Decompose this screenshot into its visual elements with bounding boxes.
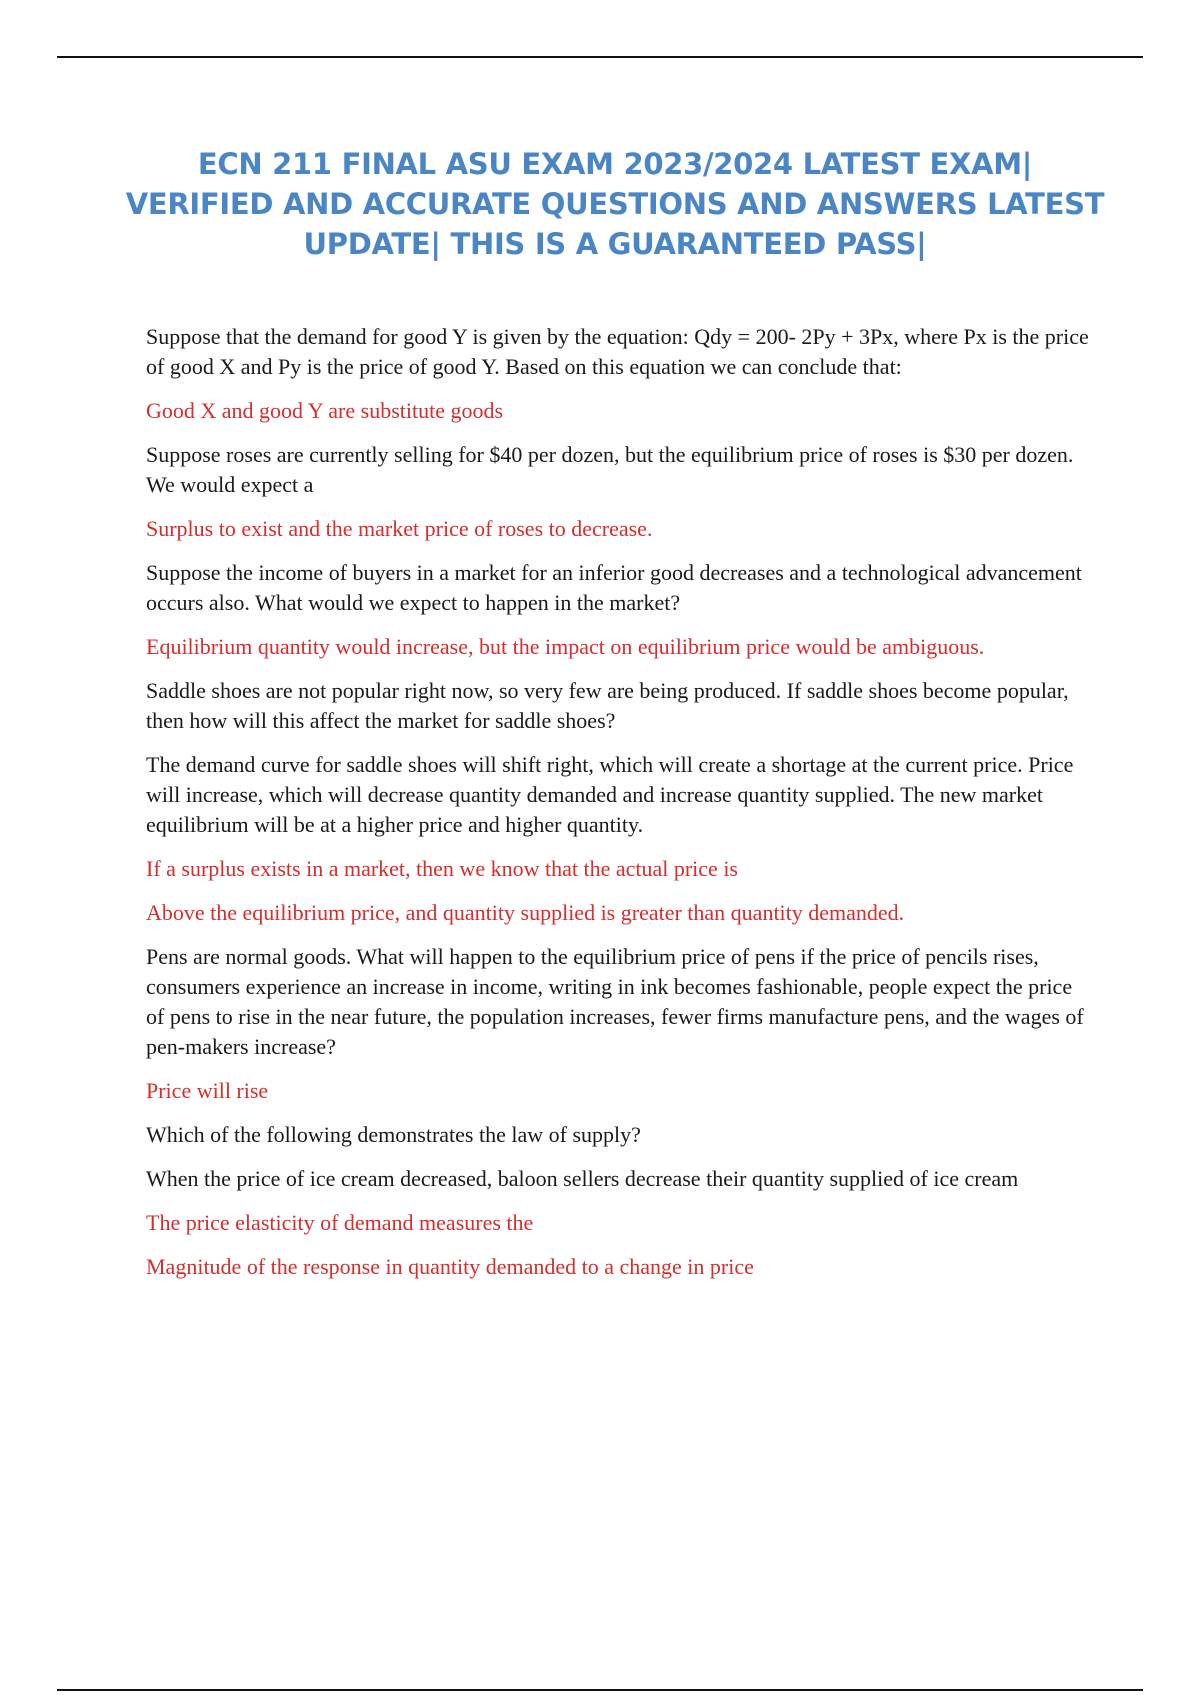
paragraph-3: Suppose roses are currently selling for $40 per dozen, but the equilibrium price of roses is $30 per dozen. We would expect a	[146, 442, 1074, 497]
paragraph-10: Above the equilibrium price, and quantity supplied is greater than quantity demanded.	[146, 900, 905, 925]
paragraph-4: Surplus to exist and the market price of roses to decrease.	[146, 516, 653, 541]
bottom-divider	[57, 1689, 1143, 1691]
qa-content	[146, 322, 1091, 1296]
top-divider	[57, 56, 1143, 58]
paragraph-14: When the price of ice cream decreased, baloon sellers decrease their quantity supplied of ice cream	[146, 1166, 1019, 1191]
paragraph-1: Suppose that the demand for good Y is given by the equation: Qdy = 200- 2Py + 3Px, where Px is the price of good X and Py is the price of good Y. Based on this equation we can conclude that:	[146, 324, 1089, 379]
paragraph-12: Price will rise	[146, 1078, 269, 1103]
document-title: ECN 211 FINAL ASU EXAM 2023/2024 LATEST EXAM| VERIFIED AND ACCURATE QUESTIONS AND ANSWERS LATEST UPDATE| THIS IS A GUARANTEED PASS|	[125, 147, 1105, 261]
paragraph-7: Saddle shoes are not popular right now, so very few are being produced. If saddle shoes become popular, then how will this affect the market for saddle shoes?	[146, 678, 1069, 733]
paragraph-8: The demand curve for saddle shoes will shift right, which will create a shortage at the current price. Price will increase, which will decrease quantity demanded and increase quantity supplied. The new market equilibrium will be at a higher price and higher quantity.	[146, 752, 1074, 837]
paragraph-15: The price elasticity of demand measures the	[146, 1210, 534, 1235]
paragraph-2: Good X and good Y are substitute goods	[146, 398, 504, 423]
paragraph-9: If a surplus exists in a market, then we know that the actual price is	[146, 856, 738, 881]
paragraph-6: Equilibrium quantity would increase, but the impact on equilibrium price would be ambiguous.	[146, 634, 985, 659]
paragraph-13: Which of the following demonstrates the law of supply?	[146, 1122, 641, 1147]
paragraph-11: Pens are normal goods. What will happen to the equilibrium price of pens if the price of pencils rises, consumers experience an increase in income, writing in ink becomes fashionable, people expect the price of pens to rise in the near future, the population increases, fewer firms manufacture pens, and the wages of pen-makers increase?	[146, 944, 1084, 1059]
paragraph-5: Suppose the income of buyers in a market for an inferior good decreases and a technological advancement occurs also. What would we expect to happen in the market?	[146, 560, 1082, 615]
paragraph-16: Magnitude of the response in quantity demanded to a change in price	[146, 1254, 754, 1279]
